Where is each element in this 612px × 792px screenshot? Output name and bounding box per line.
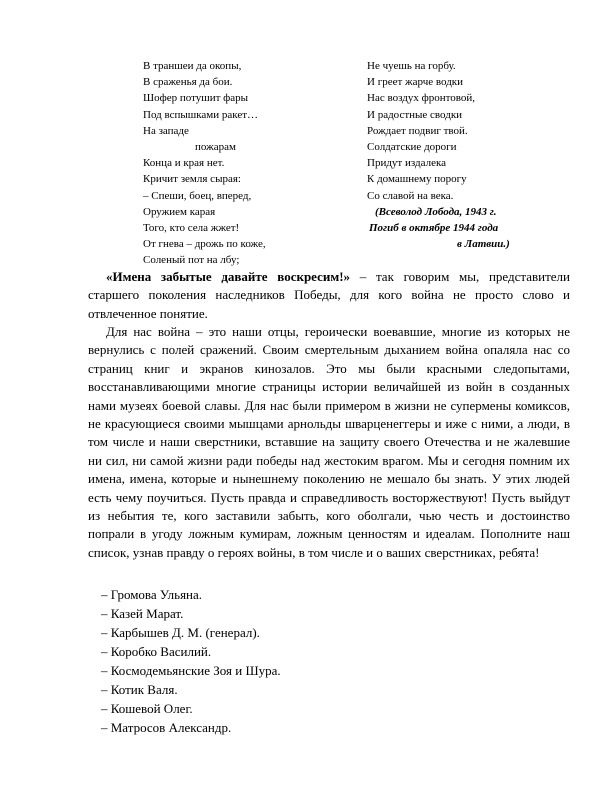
list-item: – Громова Ульяна. bbox=[101, 587, 203, 602]
list-item: – Кошевой Олег. bbox=[101, 701, 193, 716]
poem-line: От гнева – дрожь по коже, bbox=[143, 238, 266, 251]
poem-line: На западе bbox=[143, 124, 189, 137]
poem-attribution: (Всеволод Лобода, 1943 г. bbox=[375, 205, 497, 218]
list-item: – Карбышев Д. М. (генерал). bbox=[101, 625, 260, 640]
poem-line: Того, кто села жжет! bbox=[143, 222, 240, 235]
poem-line: В траншеи да окопы, bbox=[143, 60, 242, 72]
poem-line: Не чуешь на горбу. bbox=[367, 60, 456, 72]
list-item: – Котик Валя. bbox=[101, 682, 178, 697]
poem-line: Шофер потушит фары bbox=[143, 92, 249, 105]
poem-line: Под вспышками ракет… bbox=[143, 108, 259, 121]
poem-line: Оружием карая bbox=[143, 205, 216, 218]
poem-line: Придут издалека bbox=[367, 157, 447, 170]
poem-line: И радостные сводки bbox=[367, 108, 463, 121]
poem-line: И греет жарче водки bbox=[367, 76, 464, 89]
poem-right-column bbox=[367, 58, 510, 252]
poem-line: Конца и края нет. bbox=[143, 157, 225, 170]
poem-line: Солдатские дороги bbox=[367, 141, 457, 154]
poem-line: К домашнему порогу bbox=[367, 173, 467, 186]
poem-left-column bbox=[143, 58, 266, 269]
poem-line: В сраженья да бои. bbox=[143, 76, 233, 89]
poem-line: Соленый пот на лбу; bbox=[143, 254, 240, 267]
poem-line: Рождает подвиг твой. bbox=[367, 124, 468, 137]
poem-line: – Спеши, боец, вперед, bbox=[143, 189, 252, 202]
poem-line: Кричит земля сырая: bbox=[143, 173, 241, 186]
list-item: – Коробко Василий. bbox=[101, 644, 212, 659]
list-item: – Космодемьянские Зоя и Шура. bbox=[101, 663, 281, 678]
body-text: Для нас война – это наши отцы, героически воевавшие, многие из которых не вернулись с полей сражений. Своим смертельным дыханием война опаляла нас со страниц книг и экранов кинозалов. Это мы были красными следопытами, восстанавливающими многие страницы истории величайшей из войн в созданных нами музеях боевой славы. Для нас были примером в жизни не супермены комиксов, не красующиеся своими мышцами арнольды шварценеггеры и иже с ними, а люди, в том числе и наши сверстники, вставшие на защиту своего Отечества и не жалевшие ни сил, ни самой жизни ради победы над жестоким врагом. Мы и сегодня помним их имена, имена, которые и нынешнему поколению не мешало бы знать. У этих людей есть чему поучиться. Пусть правда и справедливость восторжествуют! Пусть выйдут из небытия те, кого заставили забыть, кого оболгали, чью честь и достоинство попрали в угоду ложным кумирам, ложным ценностям и идеалам. Пополните наш список, узнав правду о героях войны, в том числе и о ваших сверстниках, ребята! bbox=[88, 324, 570, 560]
body-paragraph bbox=[88, 323, 570, 562]
poem-line: Нас воздух фронтовой, bbox=[367, 92, 476, 105]
list-item: – Матросов Александр. bbox=[101, 720, 232, 735]
poem-attribution: Погиб в октябре 1944 года bbox=[369, 222, 499, 235]
poem-line: пожарам bbox=[195, 141, 236, 154]
poem-attribution: в Латвии.) bbox=[457, 238, 510, 251]
quote-title: «Имена забытые давайте воскресим!» bbox=[106, 269, 351, 284]
intro-paragraph bbox=[88, 268, 570, 323]
list-item: – Казей Марат. bbox=[101, 606, 184, 621]
heroes-list bbox=[101, 585, 281, 737]
poem-line: Со славой на века. bbox=[367, 189, 454, 202]
intro-text: – так говорим мы, представители старшего поколения наследников Победы, для кого война не просто слово и отвлеченное понятие. bbox=[88, 269, 570, 321]
